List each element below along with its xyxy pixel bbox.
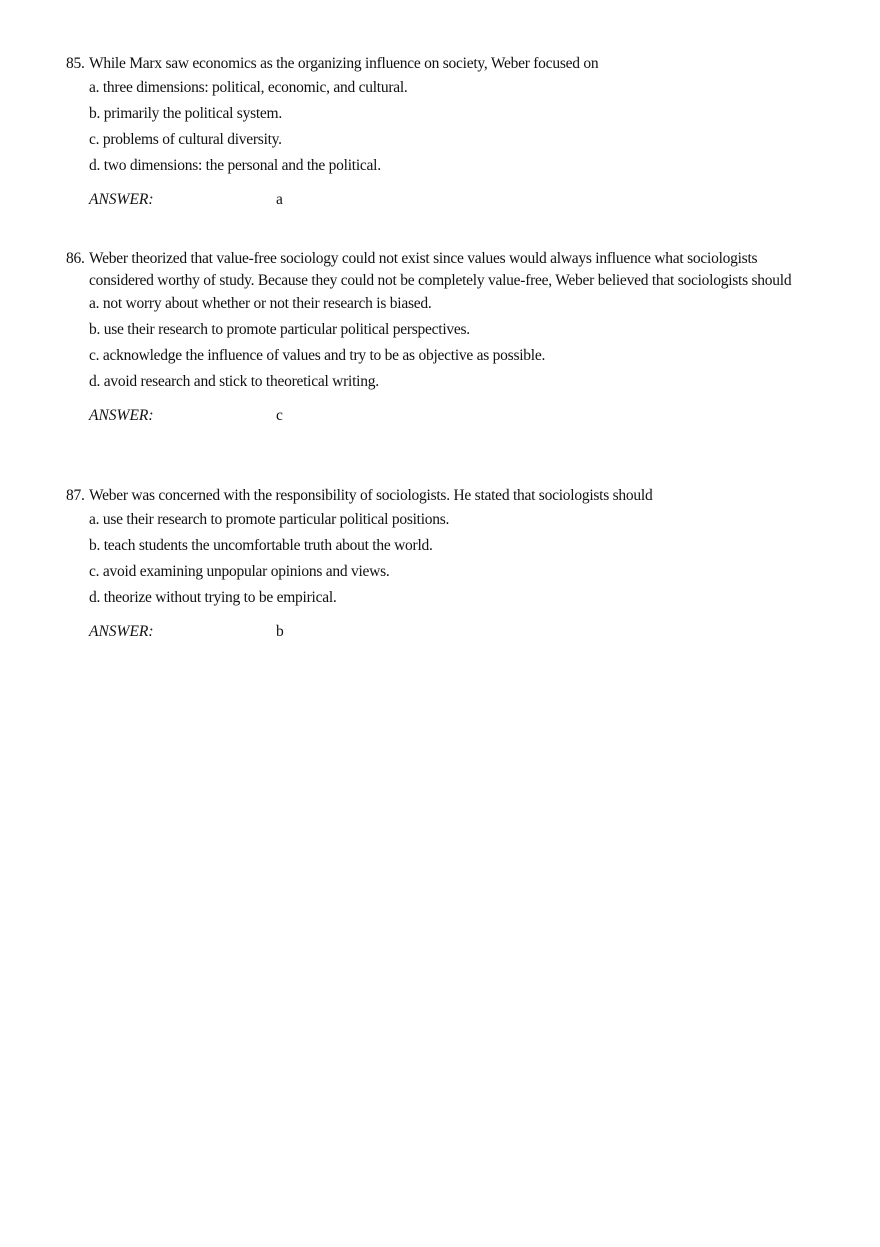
choice-b: b. primarily the political system. [89, 104, 282, 122]
answer-row [89, 189, 816, 210]
choice-a: a. three dimensions: political, economic, and cultural. [89, 78, 408, 96]
question-text: Weber was concerned with the responsibility of sociologists. He stated that sociologists should [89, 487, 653, 504]
choice-b: b. teach students the uncomfortable truth about the world. [89, 536, 433, 554]
question-number: 85. [66, 55, 85, 72]
answer-label: ANSWER: [89, 622, 154, 640]
question-86 [66, 248, 816, 426]
choice-c: c. problems of cultural diversity. [89, 130, 282, 148]
question-stem [66, 248, 816, 291]
choice-b: b. use their research to promote particular political perspectives. [89, 321, 470, 338]
choice-a: a. not worry about whether or not their research is biased. [89, 295, 432, 312]
answer-row [89, 405, 816, 426]
question-text: While Marx saw economics as the organizing influence on society, Weber focused on [89, 55, 599, 72]
choice-c: c. acknowledge the influence of values and try to be as objective as possible. [89, 347, 546, 364]
question-87 [66, 485, 816, 642]
question-number: 86. [66, 250, 85, 267]
choice-d: d. theorize without trying to be empirical. [89, 588, 337, 606]
answer-value: a [276, 190, 283, 208]
question-85 [66, 53, 816, 210]
question-text: Weber theorized that value-free sociology could not exist since values would always influence what sociologists considered worthy of study. Because they could not be completely value-free, Weber believed that sociologists should [89, 250, 792, 289]
question-stem [66, 485, 816, 507]
answer-value: b [276, 622, 284, 640]
choice-a: a. use their research to promote particular political positions. [89, 510, 450, 528]
choice-d: d. two dimensions: the personal and the political. [89, 156, 381, 174]
answer-label: ANSWER: [89, 407, 154, 424]
question-stem [66, 53, 816, 75]
choice-c: c. avoid examining unpopular opinions and views. [89, 562, 390, 580]
answer-label: ANSWER: [89, 190, 154, 208]
answer-row [89, 621, 816, 642]
question-number: 87. [66, 487, 85, 504]
answer-value: c [276, 407, 283, 424]
choice-d: d. avoid research and stick to theoretical writing. [89, 373, 379, 390]
